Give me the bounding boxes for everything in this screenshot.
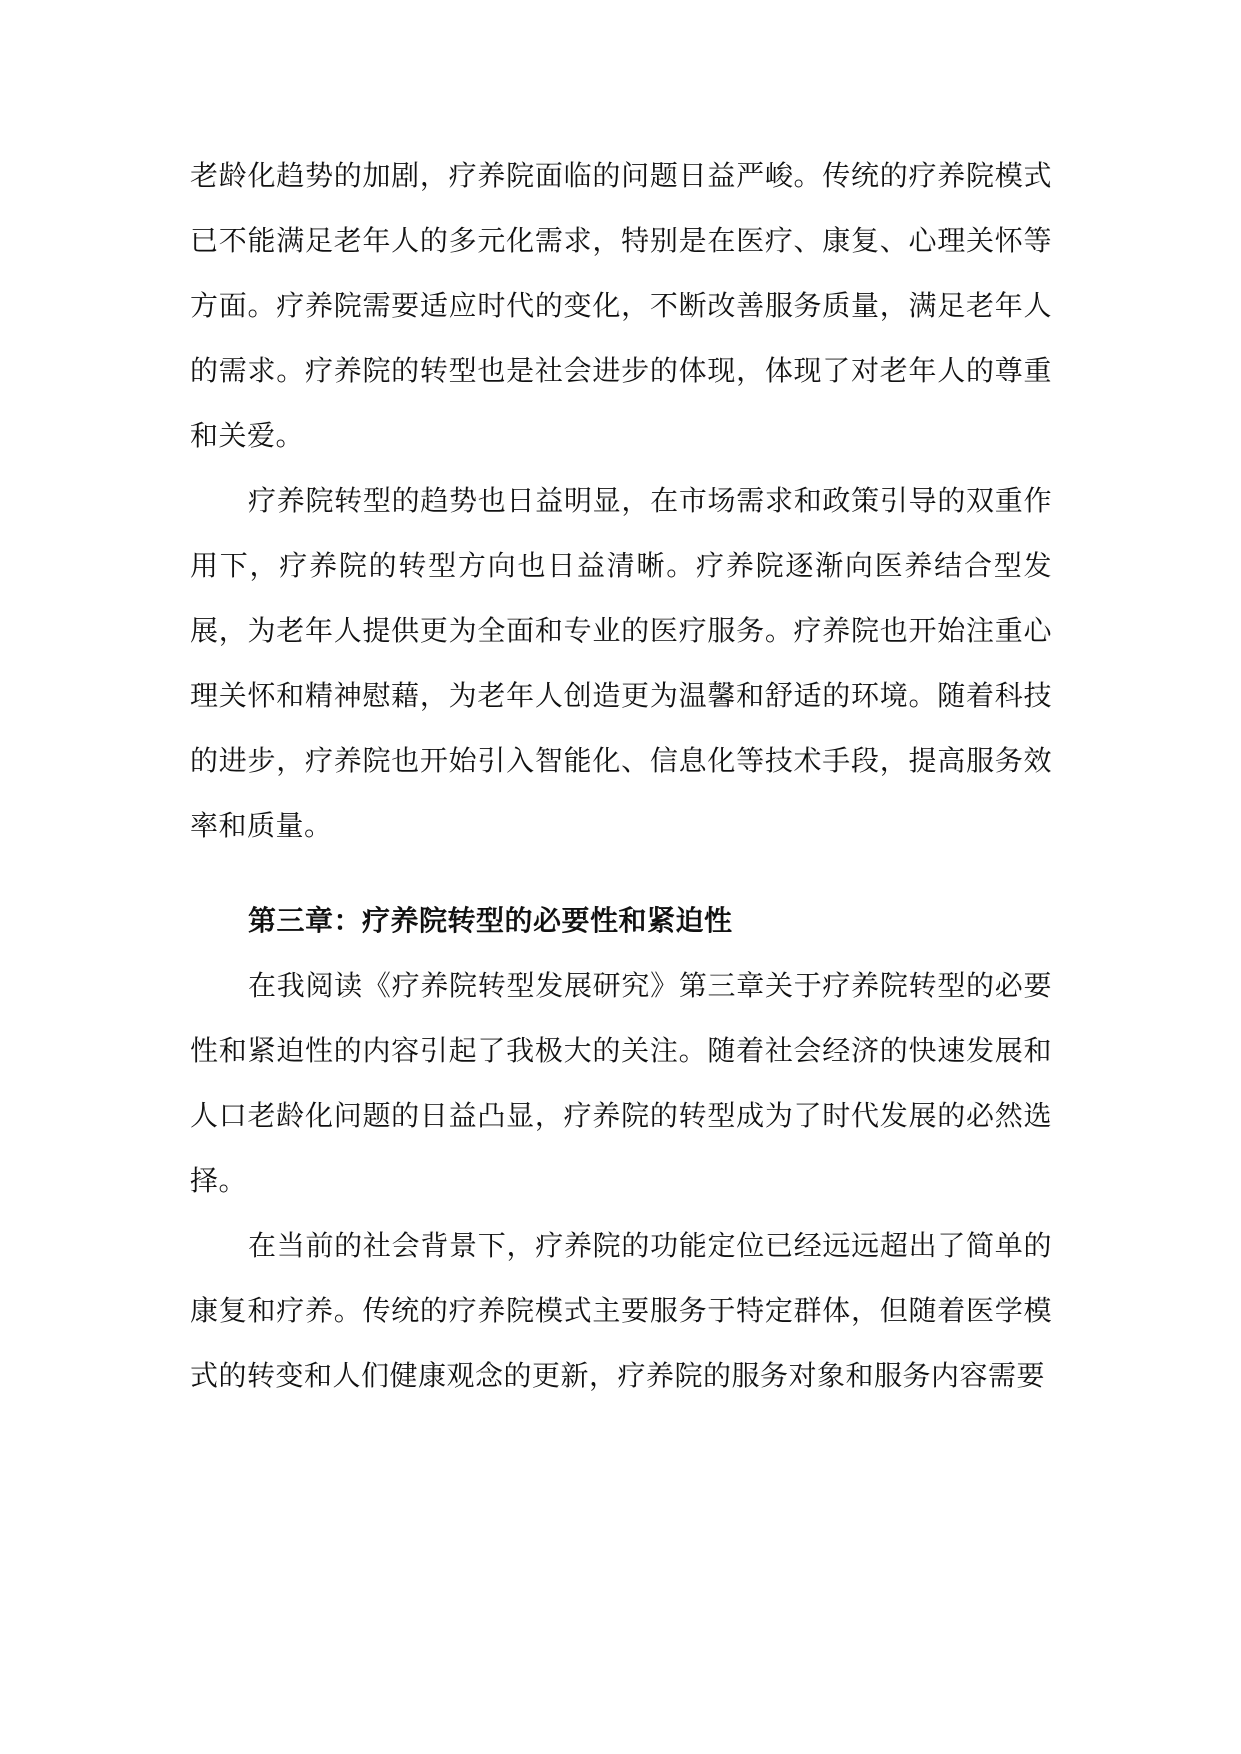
section-spacer <box>190 858 1052 888</box>
chapter-heading: 第三章：疗养院转型的必要性和紧迫性 <box>248 904 733 937</box>
paragraph-social-background: 在当前的社会背景下，疗养院的功能定位已经远远超出了简单的康复和疗养。传统的疗养院模式主要服务于特定群体，但随着医学模式的转变和人们健康观念的更新，疗养院的服务对象和服务内容需要 <box>190 1229 1052 1392</box>
paragraph-continued: 老龄化趋势的加剧，疗养院面临的问题日益严峻。传统的疗养院模式已不能满足老年人的多元化需求，特别是在医疗、康复、心理关怀等方面。疗养院需要适应时代的变化，不断改善服务质量，满足老年人的需求。疗养院的转型也是社会进步的体现，体现了对老年人的尊重和关爱。 <box>190 159 1052 452</box>
page-content <box>190 143 1052 1408</box>
paragraph-reading-note: 在我阅读《疗养院转型发展研究》第三章关于疗养院转型的必要性和紧迫性的内容引起了我极大的关注。随着社会经济的快速发展和人口老龄化问题的日益凸显，疗养院的转型成为了时代发展的必然选择。 <box>190 969 1052 1197</box>
paragraph-transformation-trend: 疗养院转型的趋势也日益明显，在市场需求和政策引导的双重作用下，疗养院的转型方向也日益清晰。疗养院逐渐向医养结合型发展，为老年人提供更为全面和专业的医疗服务。疗养院也开始注重心理关怀和精神慰藉，为老年人创造更为温馨和舒适的环境。随着科技的进步，疗养院也开始引入智能化、信息化等技术手段，提高服务效率和质量。 <box>190 484 1052 842</box>
